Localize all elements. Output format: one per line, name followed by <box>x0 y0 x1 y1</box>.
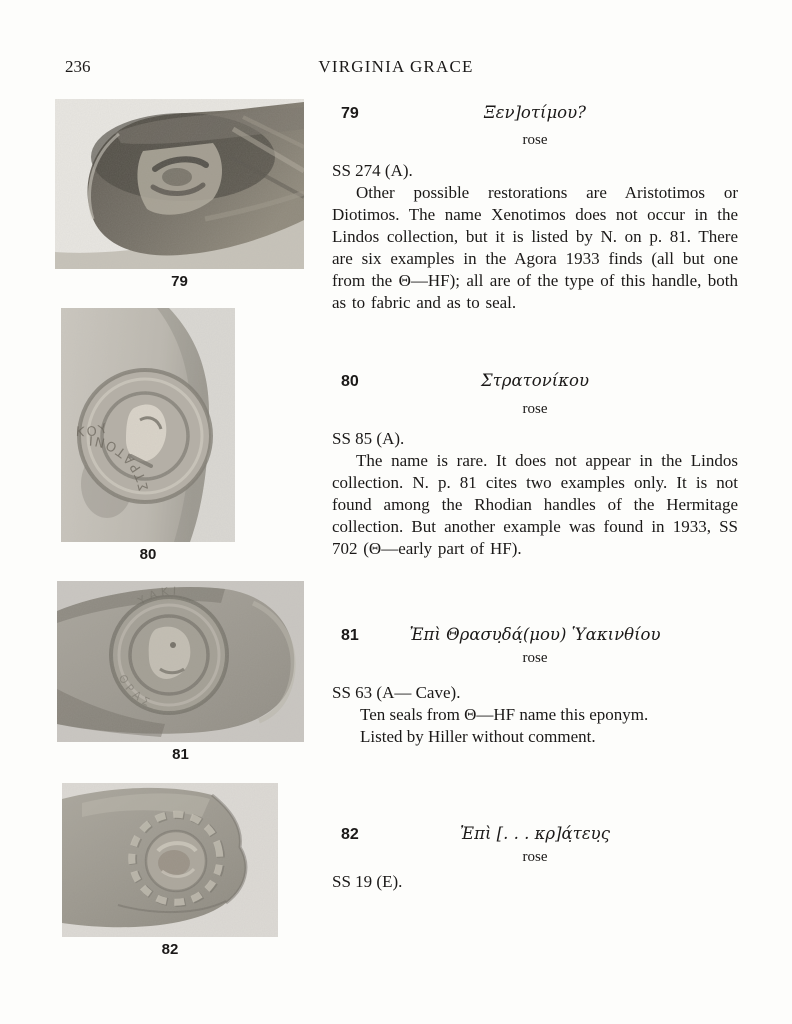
entry-head <box>332 103 738 123</box>
entry-commentary <box>332 704 738 748</box>
catalog-entry-80 <box>332 371 738 560</box>
round-stamp-handle-photo-81 <box>57 581 304 742</box>
catalog-entry-82 <box>332 824 738 893</box>
entry-device-label: rose <box>522 401 548 417</box>
round-stamp-handle-photo-80 <box>61 308 235 542</box>
entry-head <box>332 371 738 391</box>
stamped-handle-photo-79 <box>55 99 304 269</box>
entry-title-greek: Στρατονίκου <box>481 371 589 390</box>
entry-commentary-line: Ten seals from Θ—HF name this eponym. <box>360 705 649 724</box>
round-stamp-fragment-photo-82 <box>62 783 278 937</box>
entry-head <box>332 625 738 645</box>
figure-81 <box>57 581 304 762</box>
entry-commentary-line: Listed by Hiller without comment. <box>360 727 596 746</box>
figure-caption-82: 82 <box>161 941 179 958</box>
entry-number: 80 <box>341 373 359 390</box>
catalog-entry-79 <box>332 103 738 314</box>
entry-commentary: Other possible restorations are Aristotimos or Diotimos. The name Xenotimos does not occur in the Lindos collection, but it is listed by N. on p. 81. There are six examples in the Agora 1933 finds (all but one from the Θ—HF); all are of the type of this handle, both as to fabric and as to seal. <box>332 183 738 312</box>
entry-number: 81 <box>341 627 359 644</box>
entry-title-greek: Ἐπὶ [. . . κρ]ά̣τευ̣ς <box>460 824 610 843</box>
entry-commentary: The name is rare. It does not appear in the Lindos collection. N. p. 81 cites two examples only. It is not found among the Rhodian handles of the Hermitage collection. But another example was found in 1933, SS 702 (Θ—early part of HF). <box>332 451 738 558</box>
entry-head <box>332 824 738 844</box>
entry-inventory: SS 85 (A). <box>332 429 405 448</box>
figure-caption-81: 81 <box>172 746 189 763</box>
figure-caption-79: 79 <box>171 273 188 290</box>
entry-device-label: rose <box>522 132 548 148</box>
entry-device-label: rose <box>522 849 548 865</box>
entry-number: 79 <box>341 105 359 122</box>
running-head: VIRGINIA GRACE <box>318 57 474 76</box>
figure-82 <box>62 783 278 957</box>
entry-inventory: SS 274 (A). <box>332 161 413 180</box>
catalog-entry-81 <box>332 625 738 748</box>
entry-title-greek: Ξεν]οτίμου? <box>484 103 586 122</box>
figure-caption-80: 80 <box>139 546 157 563</box>
entry-inventory: SS 63 (A— Cave). <box>332 683 461 702</box>
entry-title-greek: Ἐπὶ Θρασυ̣δά̣(μου) Ὑακινθίου <box>409 625 661 644</box>
entry-device-label: rose <box>522 650 548 666</box>
entry-inventory: SS 19 (E). <box>332 872 403 891</box>
page-number: 236 <box>65 57 91 76</box>
figure-79 <box>55 99 304 289</box>
entry-number: 82 <box>341 826 359 843</box>
figure-80 <box>61 308 235 562</box>
